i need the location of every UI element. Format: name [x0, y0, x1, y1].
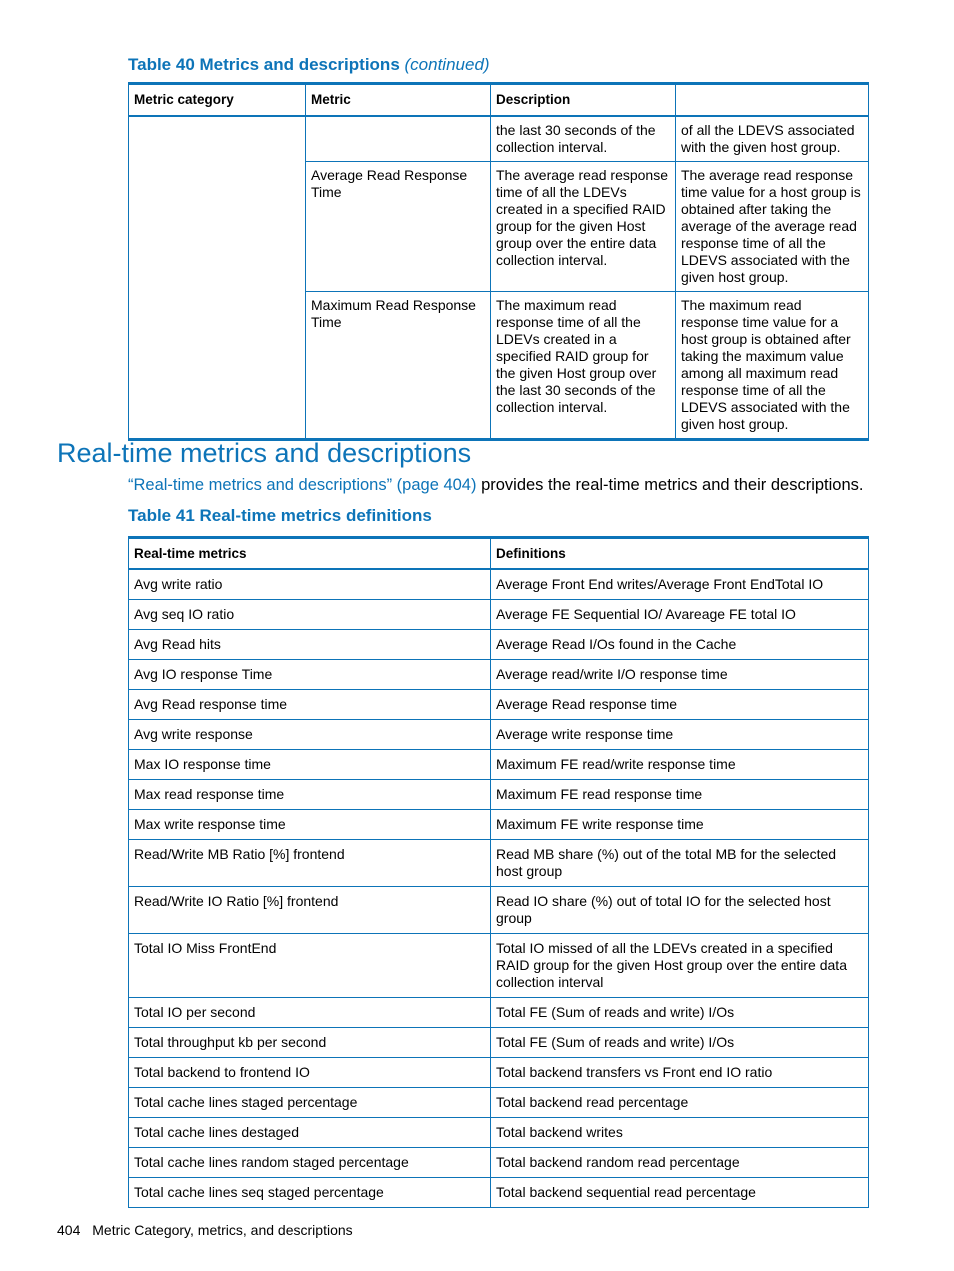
- table-row: [129, 1028, 869, 1058]
- table41-metric-cell: Avg seq IO ratio: [129, 600, 491, 630]
- table-row: [129, 1088, 869, 1118]
- table-row: [129, 1178, 869, 1208]
- table41-metric-cell: Read/Write IO Ratio [%] frontend: [129, 887, 491, 934]
- table-row: [129, 1118, 869, 1148]
- table-row: [129, 720, 869, 750]
- table41-metric-cell: Total cache lines staged percentage: [129, 1088, 491, 1118]
- table41-body: [129, 569, 869, 1208]
- table-row: [129, 1058, 869, 1088]
- table40-header-category: Metric category: [129, 84, 306, 117]
- table-row: [129, 810, 869, 840]
- table41-metric-cell: Read/Write MB Ratio [%] frontend: [129, 840, 491, 887]
- table-row: [129, 630, 869, 660]
- table40-header-row: [129, 84, 869, 117]
- table40-caption-text: Table 40 Metrics and descriptions: [128, 55, 400, 74]
- table40-metric-cell: Average Read Response Time: [306, 162, 491, 292]
- table41-header-metrics: Real-time metrics: [129, 538, 491, 570]
- table41-metric-cell: Avg Read hits: [129, 630, 491, 660]
- table-row: [129, 1148, 869, 1178]
- intro-cross-reference-link[interactable]: “Real-time metrics and descriptions” (page 404): [128, 476, 477, 494]
- table41-metric-cell: Max IO response time: [129, 750, 491, 780]
- table-row: [129, 569, 869, 600]
- table40: [128, 82, 869, 441]
- table41-metric-cell: Avg Read response time: [129, 690, 491, 720]
- table40-description-cell: The average read response time of all the LDEVs created in a specified RAID group for the given Host group over the entire data collection interval.: [491, 162, 676, 292]
- table41-metric-cell: Avg write response: [129, 720, 491, 750]
- table-row: [129, 840, 869, 887]
- table41-definition-cell: Average Read response time: [491, 690, 869, 720]
- table41-definition-cell: Average FE Sequential IO/ Avareage FE total IO: [491, 600, 869, 630]
- table40-caption: [128, 55, 490, 75]
- table41-definition-cell: Average Front End writes/Average Front EndTotal IO: [491, 569, 869, 600]
- table41-header-row: [129, 538, 869, 570]
- table41-definition-cell: Total FE (Sum of reads and write) I/Os: [491, 1028, 869, 1058]
- table41-definition-cell: Total backend sequential read percentage: [491, 1178, 869, 1208]
- table41-definition-cell: Average write response time: [491, 720, 869, 750]
- table41-definition-cell: Maximum FE read response time: [491, 780, 869, 810]
- section-intro: [128, 476, 863, 495]
- table41-definition-cell: Maximum FE read/write response time: [491, 750, 869, 780]
- table41-definition-cell: Total backend read percentage: [491, 1088, 869, 1118]
- table41-definition-cell: Total backend writes: [491, 1118, 869, 1148]
- table41-definition-cell: Average read/write I/O response time: [491, 660, 869, 690]
- table40-header-extra: [676, 84, 869, 117]
- table41-metric-cell: Total IO Miss FrontEnd: [129, 934, 491, 998]
- table40-category-cell: [129, 116, 306, 440]
- table41-metric-cell: Total backend to frontend IO: [129, 1058, 491, 1088]
- table41-metric-cell: Avg write ratio: [129, 569, 491, 600]
- table-row: [129, 780, 869, 810]
- table-row: [129, 887, 869, 934]
- table40-description-cell: The maximum read response time of all the LDEVs created in a specified RAID group for the given Host group over the last 30 seconds of the collection interval.: [491, 292, 676, 440]
- table40-description-cell: the last 30 seconds of the collection interval.: [491, 116, 676, 162]
- table-row: [129, 998, 869, 1028]
- table41-metric-cell: Total throughput kb per second: [129, 1028, 491, 1058]
- page-footer: [57, 1222, 353, 1238]
- table40-header-description: Description: [491, 84, 676, 117]
- footer-text: Metric Category, metrics, and descriptions: [92, 1222, 353, 1238]
- table41-metric-cell: Total cache lines random staged percentage: [129, 1148, 491, 1178]
- table-row: [129, 116, 869, 162]
- table41-metric-cell: Total cache lines destaged: [129, 1118, 491, 1148]
- table40-extra-cell: of all the LDEVS associated with the given host group.: [676, 116, 869, 162]
- table-row: [129, 934, 869, 998]
- table-row: [129, 660, 869, 690]
- intro-text: provides the real-time metrics and their descriptions.: [476, 476, 864, 494]
- section-title: Real-time metrics and descriptions: [57, 438, 472, 468]
- table41-definition-cell: Read MB share (%) out of the total MB for the selected host group: [491, 840, 869, 887]
- table41-metric-cell: Total cache lines seq staged percentage: [129, 1178, 491, 1208]
- table41-definition-cell: Average Read I/Os found in the Cache: [491, 630, 869, 660]
- table41-definition-cell: Total FE (Sum of reads and write) I/Os: [491, 998, 869, 1028]
- table41-metric-cell: Avg IO response Time: [129, 660, 491, 690]
- table-row: [129, 690, 869, 720]
- page-number: 404: [57, 1222, 81, 1238]
- table41-definition-cell: Total backend transfers vs Front end IO ratio: [491, 1058, 869, 1088]
- table41: [128, 536, 869, 1208]
- table41-metric-cell: Max write response time: [129, 810, 491, 840]
- table41-definition-cell: Total backend random read percentage: [491, 1148, 869, 1178]
- table40-header-metric: Metric: [306, 84, 491, 117]
- table41-definition-cell: Total IO missed of all the LDEVs created in a specified RAID group for the given Host group over the entire data collection interval: [491, 934, 869, 998]
- table40-continued: (continued): [404, 55, 490, 74]
- table41-definition-cell: Maximum FE write response time: [491, 810, 869, 840]
- table40-extra-cell: The average read response time value for a host group is obtained after taking the average of the average read response time of all the LDEVS associated with the given host group.: [676, 162, 869, 292]
- table-row: [129, 600, 869, 630]
- table41-definition-cell: Read IO share (%) out of total IO for the selected host group: [491, 887, 869, 934]
- table41-header-definitions: Definitions: [491, 538, 869, 570]
- table40-metric-cell: [306, 116, 491, 162]
- table41-caption: Table 41 Real-time metrics definitions: [128, 506, 432, 525]
- table-row: [129, 750, 869, 780]
- table41-metric-cell: Max read response time: [129, 780, 491, 810]
- table41-metric-cell: Total IO per second: [129, 998, 491, 1028]
- table40-extra-cell: The maximum read response time value for a host group is obtained after taking the maximum value among all maximum read response time of all the LDEVS associated with the given host group.: [676, 292, 869, 440]
- table40-metric-cell: Maximum Read Response Time: [306, 292, 491, 440]
